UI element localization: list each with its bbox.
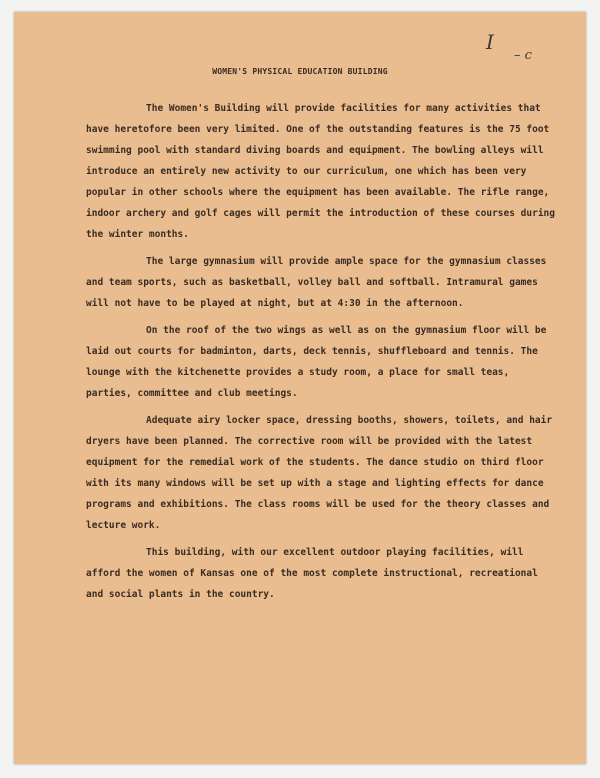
paragraph-conclusion: This building, with our excellent outdoor playing facilities, will afford the women of Kansas one of the most complete instructional, recreational and social plants in the country. — [86, 547, 538, 600]
document-body — [86, 98, 556, 611]
handwritten-page-mark-sub: – c — [514, 48, 532, 63]
handwritten-page-mark: I — [486, 30, 494, 54]
document-page — [14, 12, 586, 764]
paragraph-locker-rooms: Adequate airy locker space, dressing booths, showers, toilets, and hair dryers have been planned. The corrective room will be provided with the latest equipment for the remedial work of the students. The dance studio on third floor with its many windows will be set up with a stage and lighting effects for dance programs and exhibitions. The class rooms will be used for the theory classes and lecture work. — [86, 415, 553, 531]
paragraph-facilities: The Women's Building will provide facilities for many activities that have heretofore been very limited. One of the outstanding features is the 75 foot swimming pool with standard diving boards and equipment. The bowling alleys will introduce an entirely new activity to our curriculum, one which has been very popular in other schools where the equipment has been available. The rifle range, indoor archery and golf cages will permit the introduction of these courses during the winter months. — [86, 103, 555, 240]
document-title: WOMEN'S PHYSICAL EDUCATION BUILDING — [212, 67, 388, 76]
paragraph-gymnasium: The large gymnasium will provide ample space for the gymnasium classes and team sports, such as basketball, volley ball and softball. Intramural games will not have to be played at night, but at 4:30 in the afternoon. — [86, 256, 547, 309]
paragraph-roof-courts: On the roof of the two wings as well as on the gymnasium floor will be laid out courts for badminton, darts, deck tennis, shuffleboard and tennis. The lounge with the kitchenette provides a study room, a place for small teas, parties, committee and club meetings. — [86, 325, 547, 399]
